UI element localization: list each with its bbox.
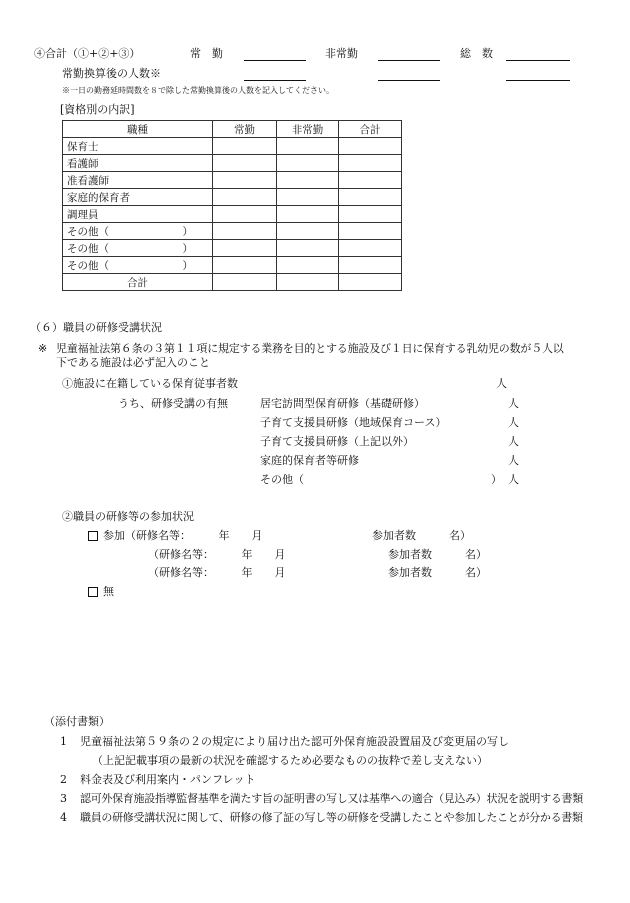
fulltime-label: 常 勤 xyxy=(190,47,223,60)
fulltime-field[interactable] xyxy=(244,60,306,61)
qualifications-caption: [資格別の内訳] xyxy=(60,103,135,116)
participate-label: 参加（研修名等： 年 月 xyxy=(103,529,263,542)
fulltime-cell[interactable] xyxy=(213,206,277,223)
parttime-cell[interactable] xyxy=(277,189,339,206)
attachment-text: 職員の研修受講状況に関して、研修の修了証の写し等の研修を受講したことや参加したことが分かる書類 xyxy=(80,811,583,824)
job-type-cell: その他（ ） xyxy=(63,257,213,274)
training-entry: （研修名等： 年 月 xyxy=(148,548,286,561)
fulltime-cell[interactable] xyxy=(213,172,277,189)
person-unit: 人 xyxy=(508,435,519,448)
note-line-1: 児童福祉法第６条の３第１１項に規定する業務を目的とする施設及び１日に保育する乳幼児の数が５人以 xyxy=(56,342,564,355)
attachment-number: 3 xyxy=(60,792,67,805)
total-cell[interactable] xyxy=(339,189,402,206)
table-row xyxy=(63,257,402,274)
column-header: 非常勤 xyxy=(277,121,339,138)
parttime-cell[interactable] xyxy=(277,206,339,223)
parttime-cell[interactable] xyxy=(277,172,339,189)
column-header: 常勤 xyxy=(213,121,277,138)
person-unit: 人 xyxy=(508,473,519,486)
none-option[interactable] xyxy=(88,586,114,597)
totals-label: ④合計（①+②+③） xyxy=(34,47,141,60)
none-label: 無 xyxy=(103,585,114,598)
training-item: 子育て支援員研修（地域保育コース） xyxy=(260,416,447,429)
person-unit: 人 xyxy=(508,454,519,467)
total-cell[interactable] xyxy=(339,172,402,189)
total-cell[interactable] xyxy=(339,240,402,257)
attendees-field: 参加者数 名） xyxy=(388,548,487,561)
job-type-cell: 看護師 xyxy=(63,155,213,172)
parttime-cell[interactable] xyxy=(277,240,339,257)
participate-option[interactable] xyxy=(88,530,263,541)
job-type-cell: その他（ ） xyxy=(63,240,213,257)
total-cell[interactable] xyxy=(339,138,402,155)
attachment-text: 児童福祉法第５９条の２の規定により届け出た認可外保育施設設置届及び変更届の写し xyxy=(80,735,509,748)
parttime-cell[interactable] xyxy=(277,223,339,240)
section6-heading: （６）職員の研修受講状況 xyxy=(30,321,162,334)
person-unit: 人 xyxy=(496,377,507,390)
staff-count-label: ①施設に在籍している保育従事者数 xyxy=(62,377,238,390)
parttime-cell[interactable] xyxy=(277,274,339,291)
converted-label: 常勤換算後の人数※ xyxy=(62,67,161,80)
table-row xyxy=(63,172,402,189)
checkbox-participate[interactable] xyxy=(88,531,98,541)
fulltime-cell[interactable] xyxy=(213,223,277,240)
parttime-cell[interactable] xyxy=(277,257,339,274)
note-mark: ※ xyxy=(38,342,48,355)
attachment-text: 料金表及び利用案内・パンフレット xyxy=(80,773,256,786)
total-cell[interactable] xyxy=(339,274,402,291)
total-field[interactable] xyxy=(506,60,570,61)
table-row xyxy=(63,138,402,155)
training-item: 子育て支援員研修（上記以外） xyxy=(260,435,414,448)
qualifications-table xyxy=(62,120,402,291)
job-type-cell: その他（ ） xyxy=(63,223,213,240)
job-type-cell: 准看護師 xyxy=(63,172,213,189)
fulltime-cell[interactable] xyxy=(213,155,277,172)
fulltime-cell[interactable] xyxy=(213,240,277,257)
training-entry: （研修名等： 年 月 xyxy=(148,566,286,579)
parttime-cell[interactable] xyxy=(277,155,339,172)
converted-total-field[interactable] xyxy=(506,80,570,81)
table-total-row xyxy=(63,274,402,291)
person-unit: 人 xyxy=(508,416,519,429)
parttime-cell[interactable] xyxy=(277,138,339,155)
table-row xyxy=(63,189,402,206)
attendees-field: 参加者数 名） xyxy=(388,566,487,579)
attachment-number: 2 xyxy=(60,773,67,786)
total-cell[interactable] xyxy=(339,206,402,223)
converted-parttime-field[interactable] xyxy=(378,80,440,81)
converted-note: ※一日の勤務延時間数を８で除した常勤換算後の人数を記入してください。 xyxy=(62,86,334,95)
parttime-label: 非常勤 xyxy=(325,47,358,60)
job-type-cell: 調理員 xyxy=(63,206,213,223)
fulltime-cell[interactable] xyxy=(213,138,277,155)
fulltime-cell[interactable] xyxy=(213,257,277,274)
table-row xyxy=(63,155,402,172)
total-cell[interactable] xyxy=(339,257,402,274)
total-cell[interactable] xyxy=(339,223,402,240)
fulltime-cell[interactable] xyxy=(213,189,277,206)
attachment-number: 1 xyxy=(60,735,67,748)
training-item: 家庭的保育者等研修 xyxy=(260,454,359,467)
parttime-field[interactable] xyxy=(378,60,440,61)
job-type-cell: 家庭的保育者 xyxy=(63,189,213,206)
note-line-2: 下である施設は必ず記入のこと xyxy=(56,356,210,369)
column-header: 職種 xyxy=(63,121,213,138)
table-row xyxy=(63,206,402,223)
total-label: 総 数 xyxy=(460,47,493,60)
converted-fulltime-field[interactable] xyxy=(244,80,306,81)
person-unit: 人 xyxy=(508,397,519,410)
attachment-number: 4 xyxy=(60,811,67,824)
table-header-row xyxy=(63,121,402,138)
training-item: 居宅訪問型保育研修（基礎研修） xyxy=(260,397,425,410)
job-type-cell: 保育士 xyxy=(63,138,213,155)
column-header: 合計 xyxy=(339,121,402,138)
total-row-label: 合計 xyxy=(63,274,213,291)
fulltime-cell[interactable] xyxy=(213,274,277,291)
checkbox-none[interactable] xyxy=(88,587,98,597)
attendees-field: 参加者数 名） xyxy=(372,529,471,542)
attachment-text: 認可外保育施設指導監督基準を満たす旨の証明書の写し又は基準への適合（見込み）状況を説明する書類 xyxy=(80,792,583,805)
total-cell[interactable] xyxy=(339,155,402,172)
participation-label: ②職員の研修等の参加状況 xyxy=(62,510,194,523)
table-row xyxy=(63,240,402,257)
training-status-label: うち、研修受講の有無 xyxy=(118,397,228,410)
table-row xyxy=(63,223,402,240)
attachments-heading: （添付書類） xyxy=(44,715,110,728)
training-item: その他（ ） xyxy=(260,473,502,486)
attachment-text: （上記記載事項の最新の状況を確認するため必要なものの抜粋で差し支えない） xyxy=(92,754,488,767)
